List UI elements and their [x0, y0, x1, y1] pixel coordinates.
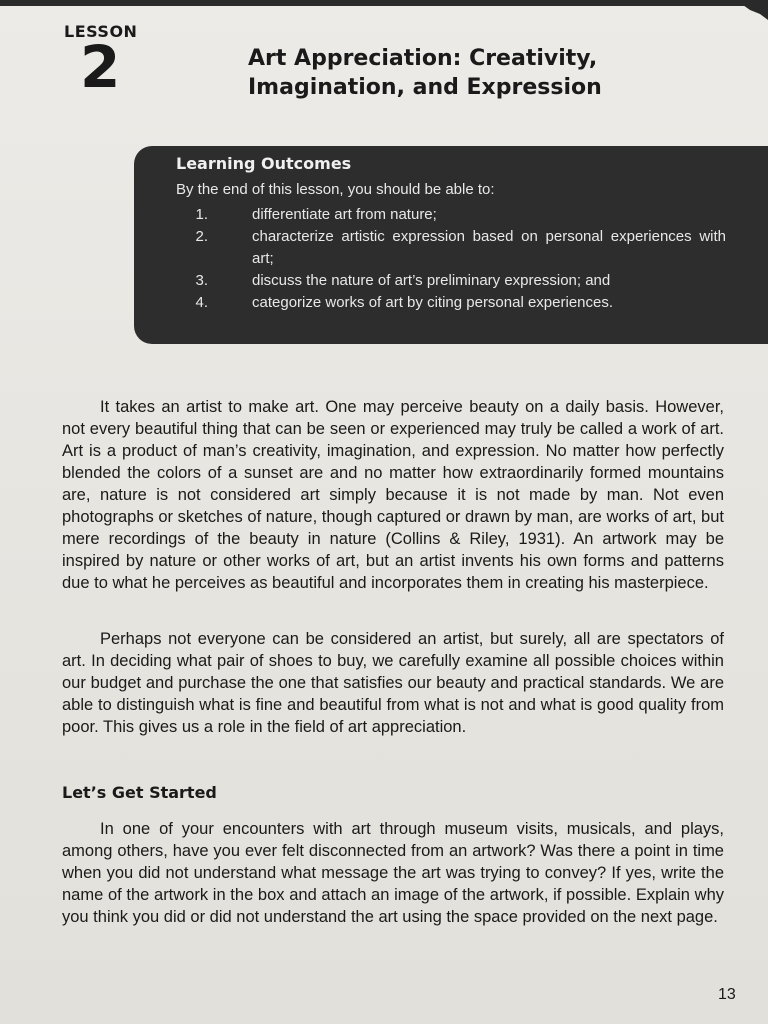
lesson-title: Art Appreciation: Creativity, Imagination, and Expression — [248, 46, 602, 100]
outcome-number: 4. — [195, 294, 208, 311]
lesson-label: LESSON — [64, 22, 138, 41]
section-heading: Let’s Get Started — [62, 783, 217, 802]
page-corner-mark — [732, 0, 768, 22]
learning-outcome-item — [176, 292, 726, 314]
body-paragraph-2 — [62, 628, 724, 738]
outcome-text: characterize artistic expression based on personal experiences with art; — [252, 228, 726, 267]
page-top-edge — [0, 0, 768, 6]
page-number: 13 — [718, 986, 736, 1003]
outcome-number: 2. — [195, 228, 208, 245]
outcome-number: 3. — [195, 272, 208, 289]
outcome-text: categorize works of art by citing personal experiences. — [252, 294, 614, 311]
body-paragraph-1 — [62, 396, 724, 594]
learning-outcome-item — [176, 270, 726, 292]
learning-outcome-item — [176, 204, 726, 226]
lesson-number: 2 — [80, 33, 121, 101]
learning-outcomes-intro: By the end of this lesson, you should be able to: — [176, 181, 495, 198]
outcome-number: 1. — [195, 206, 208, 223]
paragraph-text: It takes an artist to make art. One may perceive beauty on a daily basis. However, not every beautiful thing that can be seen or experienced may truly be called a work of art. Art is a product of man’s creativity, imagination, and expression. No matter how perfectly blended the colors of a sunset are and no matter how extraordinarily formed mountains are, nature is not considered art simply because it is not made by man. Not even photographs or sketches of nature, though captured or drawn by man, are works of art, but mere recordings of the beauty in nature (Collins & Riley, 1931). An artwork may be inspired by nature or other works of art, but an artist invents his own forms and patterns due to what he perceives as beautiful and incorporates them in creating his masterpiece. — [62, 398, 724, 592]
learning-outcomes-box — [134, 146, 768, 344]
outcome-text: discuss the nature of art’s preliminary expression; and — [252, 272, 611, 289]
learning-outcomes-heading: Learning Outcomes — [176, 154, 352, 173]
outcome-text: differentiate art from nature; — [252, 206, 437, 223]
learning-outcome-item — [176, 226, 726, 270]
section-paragraph — [62, 818, 724, 928]
learning-outcomes-list — [176, 204, 726, 314]
paragraph-text: In one of your encounters with art through museum visits, musicals, and plays, among others, have you ever felt disconnected from an artwork? Was there a point in time when you did not understand what message the art was trying to convey? If yes, write the name of the artwork in the box and attach an image of the artwork, if possible. Explain why you think you did or did not understand the art using the space provided on the next page. — [62, 820, 724, 926]
paragraph-text: Perhaps not everyone can be considered an artist, but surely, all are spectators of art. In deciding what pair of shoes to buy, we carefully examine all possible choices within our budget and purchase the one that satisfies our beauty and practical standards. We are able to distinguish what is fine and beautiful from what is not and what is good quality from poor. This gives us a role in the field of art appreciation. — [62, 630, 724, 736]
